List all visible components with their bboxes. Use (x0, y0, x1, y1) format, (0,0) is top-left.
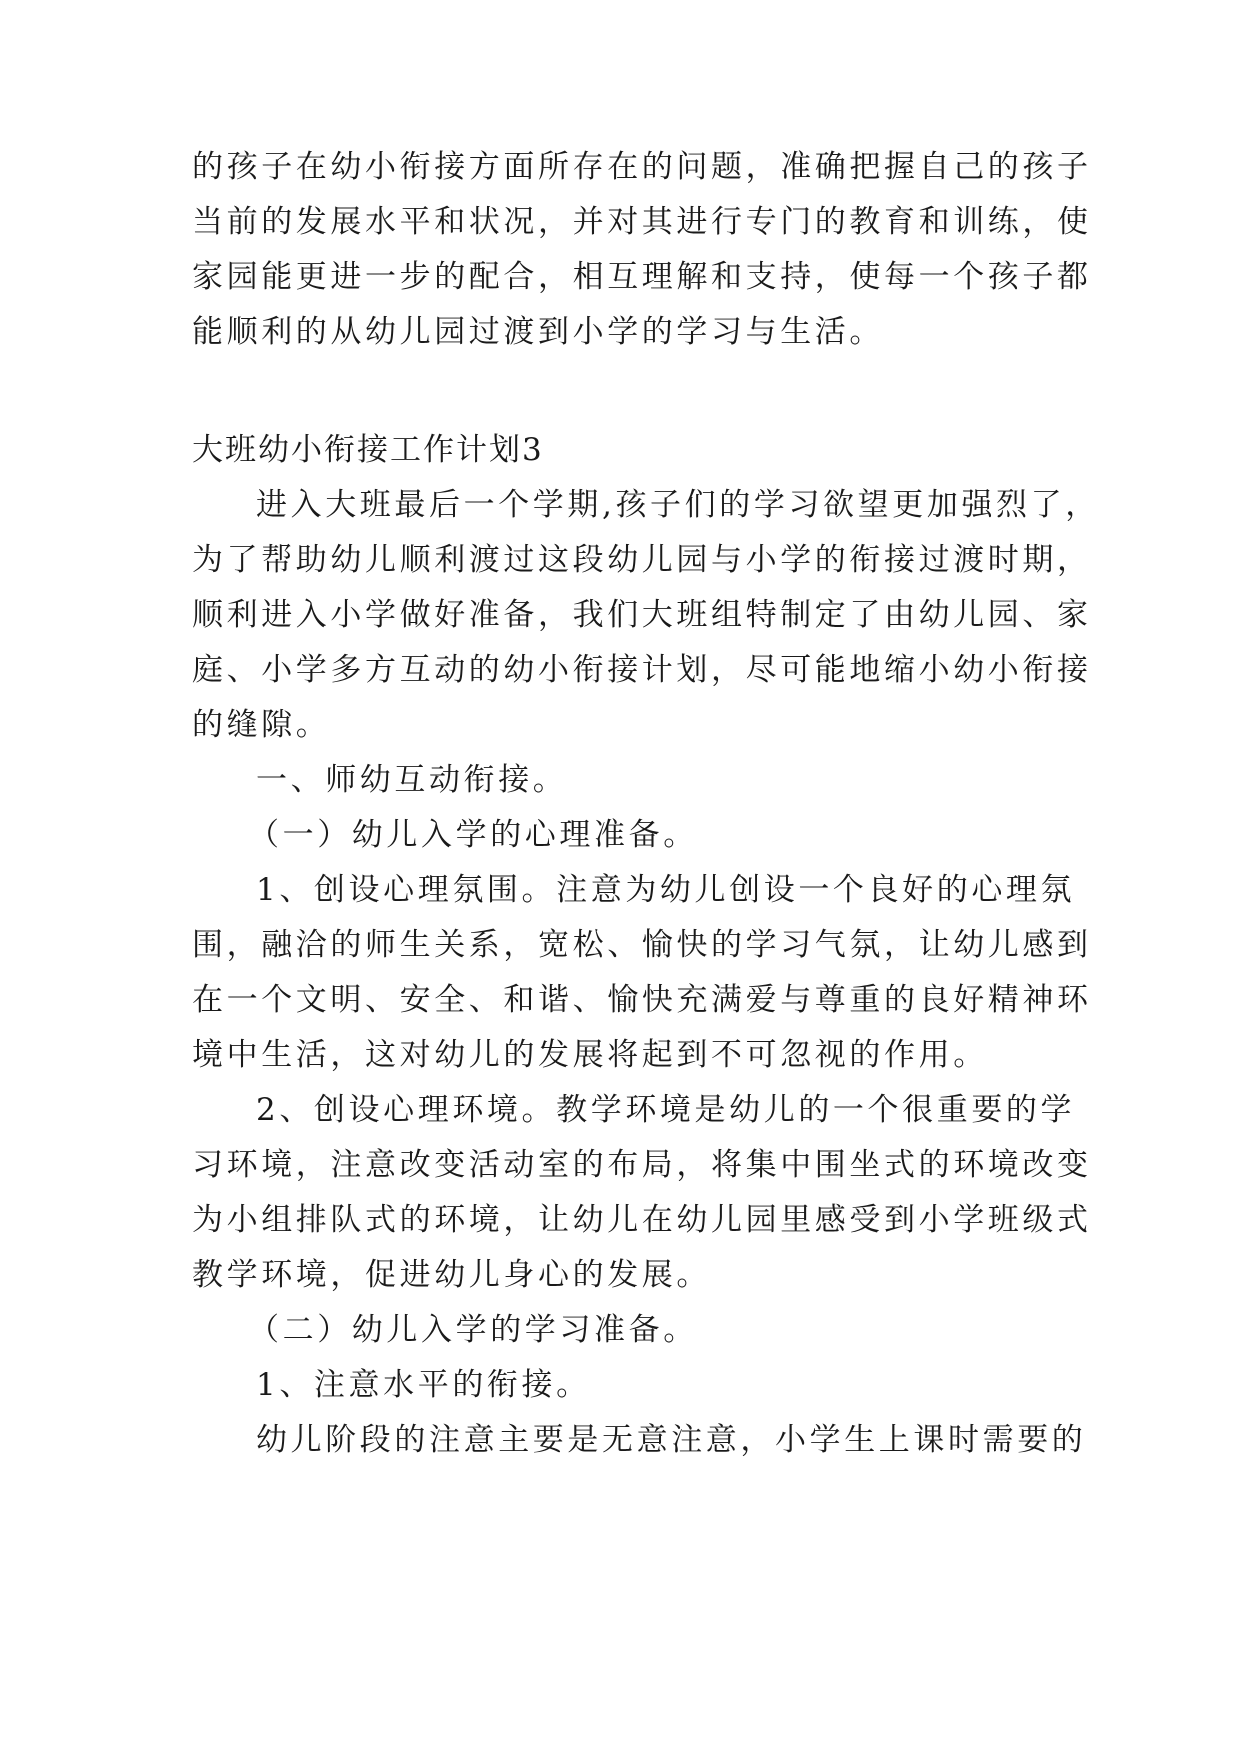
text-line: 顺利进入小学做好准备，我们大班组特制定了由幼儿园、家 (192, 597, 1092, 633)
subheading: （一）幼儿入学的心理准备。 (248, 817, 698, 853)
text-line: 教学环境，促进幼儿身心的发展。 (192, 1257, 711, 1293)
text-line: 的孩子在幼小衔接方面所存在的问题，准确把握自己的孩子 (192, 149, 1092, 185)
subheading: 一、师幼互动衔接。 (256, 762, 568, 798)
text-line: 围，融洽的师生关系，宽松、愉快的学习气氛，让幼儿感到 (192, 927, 1092, 963)
text-line: 能顺利的从幼儿园过渡到小学的学习与生活。 (192, 314, 884, 350)
section-heading: 大班幼小衔接工作计划3 (192, 432, 544, 468)
text-line: 幼儿阶段的注意主要是无意注意，小学生上课时需要的 (256, 1422, 1087, 1458)
text-line: 2、创设心理环境。教学环境是幼儿的一个很重要的学 (256, 1092, 1076, 1128)
text-line: 1、创设心理氛围。注意为幼儿创设一个良好的心理氛 (256, 872, 1076, 908)
text-line: 习环境，注意改变活动室的布局，将集中围坐式的环境改变 (192, 1147, 1092, 1183)
text-line: 境中生活，这对幼儿的发展将起到不可忽视的作用。 (192, 1037, 988, 1073)
text-line: 当前的发展水平和状况，并对其进行专门的教育和训练，使 (192, 204, 1092, 240)
text-line: 的缝隙。 (192, 707, 331, 743)
text-line: 为了帮助幼儿顺利渡过这段幼儿园与小学的衔接过渡时期， (192, 542, 1092, 578)
text-line: 家园能更进一步的配合，相互理解和支持，使每一个孩子都 (192, 259, 1092, 295)
text-line: 为小组排队式的环境，让幼儿在幼儿园里感受到小学班级式 (192, 1202, 1092, 1238)
subheading: 1、注意水平的衔接。 (256, 1367, 591, 1403)
subheading: （二）幼儿入学的学习准备。 (248, 1312, 698, 1348)
text-line: 庭、小学多方互动的幼小衔接计划，尽可能地缩小幼小衔接 (192, 652, 1092, 688)
text-line: 在一个文明、安全、和谐、愉快充满爱与尊重的良好精神环 (192, 982, 1092, 1018)
text-line: 进入大班最后一个学期,孩子们的学习欲望更加强烈了， (256, 487, 1100, 523)
